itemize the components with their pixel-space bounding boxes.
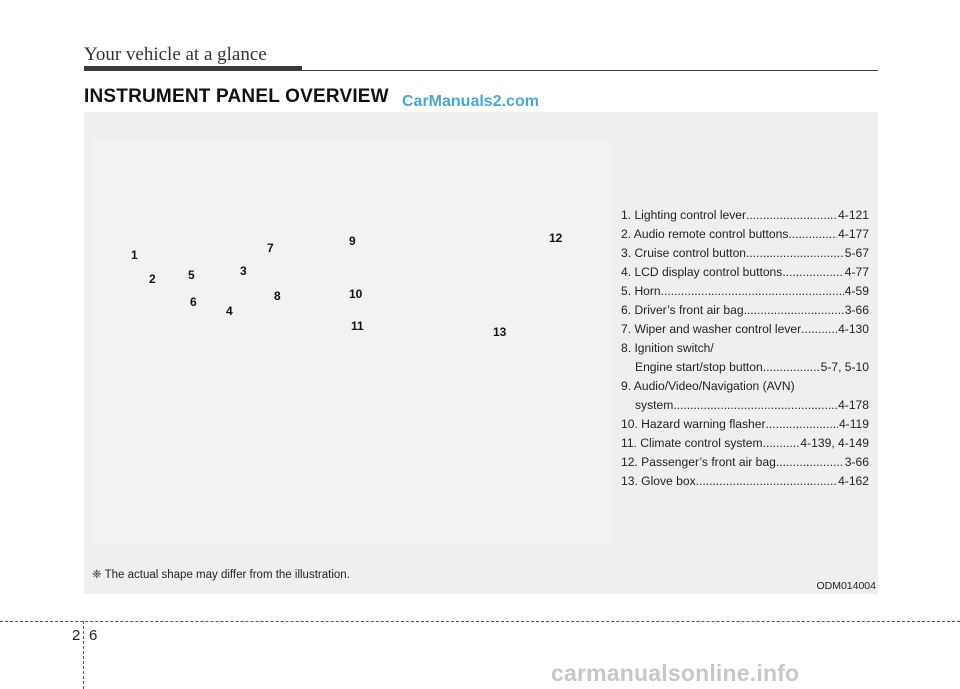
footer-rule (0, 621, 960, 622)
list-item: 10. Hazard warning flasher ..... 4-119 (621, 415, 869, 434)
figure-code: ODM014004 (816, 580, 876, 592)
illustration-note: ❈ The actual shape may differ from the illustration. (92, 569, 350, 581)
list-item: 5. Horn ..... 4-59 (621, 282, 869, 301)
list-item: 12. Passenger’s front air bag ..... 3-66 (621, 453, 869, 472)
callout-3: 3 (240, 264, 247, 278)
list-item: Engine start/stop button ..... 5-7, 5-10 (621, 358, 869, 377)
section-title: INSTRUMENT PANEL OVERVIEW (84, 86, 389, 107)
callout-10: 10 (349, 287, 363, 301)
callout-2: 2 (149, 272, 156, 286)
watermark-top[interactable]: CarManuals2.com (402, 93, 539, 110)
instrument-panel-illustration (92, 138, 610, 544)
page-chapter: 2 (72, 627, 81, 644)
list-item: 4. LCD display control buttons ..... 4-77 (621, 263, 869, 282)
callout-11: 11 (351, 319, 364, 333)
list-item: 6. Driver’s front air bag ..... 3-66 (621, 301, 869, 320)
header-title: Your vehicle at a glance (84, 44, 267, 65)
callout-12: 12 (549, 231, 563, 245)
list-item: 9. Audio/Video/Navigation (AVN) (621, 379, 795, 393)
callout-6: 6 (190, 295, 197, 309)
list-item: 3. Cruise control button ..... 5-67 (621, 244, 869, 263)
callout-8: 8 (274, 289, 281, 303)
callout-7: 7 (267, 241, 274, 255)
list-item: 1. Lighting control lever ..... 4-121 (621, 206, 869, 225)
list-item: 8. Ignition switch/ (621, 341, 714, 355)
list-item: 13. Glove box ..... 4-162 (621, 472, 869, 491)
callout-5: 5 (188, 268, 195, 282)
callout-13: 13 (493, 325, 507, 339)
callout-4: 4 (226, 304, 233, 318)
footer-divider (83, 621, 84, 689)
list-item: 7. Wiper and washer control lever ..... 4-130 (621, 320, 869, 339)
list-item: system ..... 4-178 (621, 396, 869, 415)
list-item: 11. Climate control system ..... 4-139, 4-149 (621, 434, 869, 453)
page-number: 6 (89, 627, 98, 644)
component-list (621, 206, 869, 491)
callout-1: 1 (131, 248, 138, 262)
callout-9: 9 (349, 234, 356, 248)
watermark-bottom[interactable]: carmanualsonline.info (551, 660, 800, 686)
list-item: 2. Audio remote control buttons ..... 4-177 (621, 225, 869, 244)
header-rule (84, 70, 878, 71)
